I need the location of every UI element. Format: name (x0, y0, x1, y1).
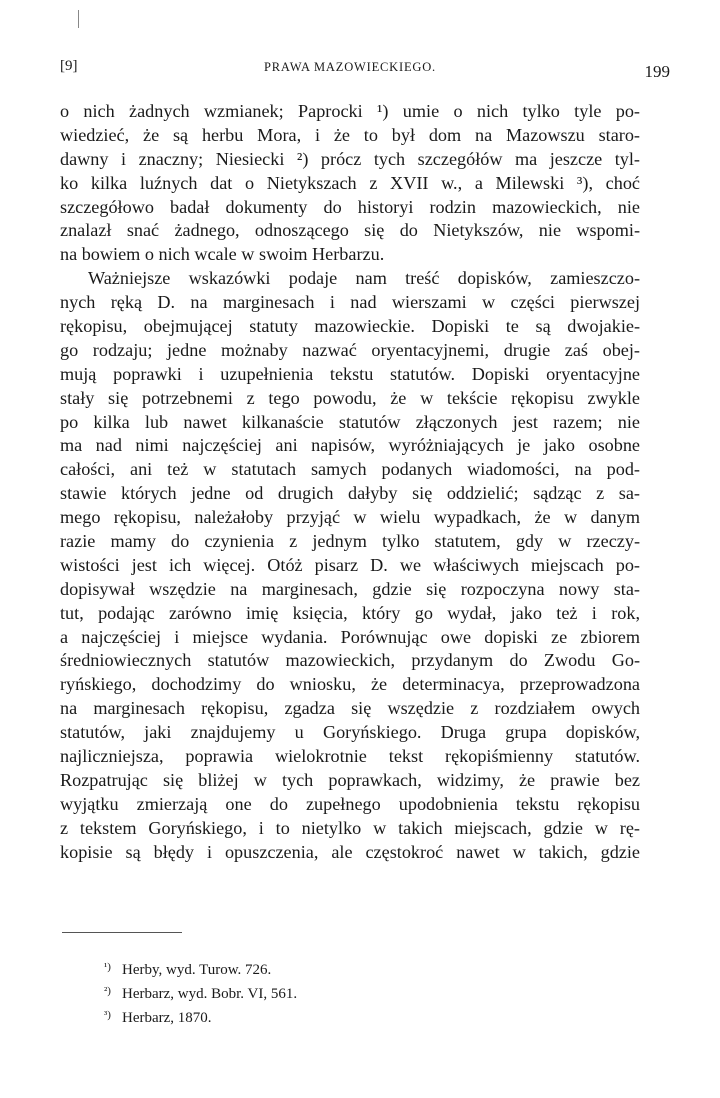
text-line: Ważniejsze wskazówki podaje nam treść dopisków, zamieszczo- (88, 268, 640, 289)
footnote-text: Herbarz, 1870. (122, 1010, 212, 1026)
text-line: na marginesach rękopisu, zgadza się wszędzie z rozdziałem owych (60, 698, 640, 719)
text-line: razie mamy do czynienia z jednym tylko statutem, gdy w rzeczy- (60, 531, 640, 552)
body-text (60, 100, 640, 865)
footnote (104, 1005, 297, 1029)
text-line: Rozpatrując się bliżej w tych poprawkach, widzimy, że prawie bez (60, 769, 640, 790)
text-line: wiedzieć, że są herbu Mora, i że to był dom na Mazowszu staro- (60, 124, 640, 145)
text-line: wistości jest ich więcej. Otóż pisarz D. we właściwych miejscach po- (60, 554, 640, 575)
text-line: dopisywał wszędzie na marginesach, gdzie się rozpoczyna nowy sta- (60, 578, 640, 599)
text-line: kopisie są błędy i opuszczenia, ale częstokroć nawet w takich, gdzie (60, 841, 640, 862)
text-line: całości, ani też w statutach samych podanych wiadomości, na pod- (60, 459, 640, 480)
text-line: najliczniejsza, poprawia wielokrotnie tekst rękopiśmienny statutów. (60, 746, 640, 767)
text-line: szczegółowo badał dokumenty do historyi rodzin mazowieckich, nie (60, 196, 640, 217)
text-line: średniowiecznych statutów mazowieckich, przydanym do Zwodu Go- (60, 650, 640, 671)
text-line: nych ręką D. na marginesach i nad wierszami w części pierwszej (60, 292, 640, 313)
text-line: tut, podając zarówno imię księcia, który go wydał, jako też i rok, (60, 602, 640, 623)
text-line: ko kilka luźnych dat o Nietykszach z XVII w., a Milewski ³), choć (60, 172, 640, 193)
text-line: statutów, jaki znajdujemy u Goryńskiego. Druga grupa dopisków, (60, 722, 640, 743)
footnote-text: Herby, wyd. Turow. 726. (122, 962, 272, 978)
text-line: stały się potrzebnemi z tego powodu, że w tekście rękopisu zwykle (60, 387, 640, 408)
footnote (104, 957, 297, 981)
section-number: [9] (60, 58, 78, 74)
footnote-mark: ¹) (104, 961, 111, 973)
running-title: PRAWA MAZOWIECKIEGO. (264, 60, 436, 74)
footnote-mark: ³) (104, 1009, 111, 1021)
text-line: ryńskiego, dochodzimy do wniosku, że determinacya, przeprowadzona (60, 674, 640, 695)
text-line: na bowiem o nich wcale w swoim Herbarzu. (60, 244, 385, 265)
text-line: dawny i znaczny; Niesiecki ²) prócz tych szczegółów ma jeszcze tyl- (60, 148, 640, 169)
text-line: mego rękopisu, należałoby przyjąć w wielu wypadkach, że w danym (60, 507, 640, 528)
text-line: wyjątku zmierzają one do zupełnego upodobnienia tekstu rękopisu (60, 793, 640, 814)
footnote (104, 981, 297, 1005)
text-line: rękopisu, obejmującej statuty mazowieckie. Dopiski te są dwojakie- (60, 316, 640, 337)
text-line: z tekstem Goryńskiego, i to nietylko w takich miejscach, gdzie w rę- (60, 817, 640, 838)
text-line: mują poprawki i uzupełnienia tekstu statutów. Dopiski oryentacyjne (60, 363, 640, 384)
text-line: po kilka lub nawet kilkanaście statutów złączonych jest razem; nie (60, 411, 640, 432)
page-number: 199 (644, 62, 670, 81)
scan-speck (78, 10, 79, 28)
running-header (60, 58, 670, 82)
footnote-text: Herbarz, wyd. Bobr. VI, 561. (122, 986, 298, 1002)
footnotes (104, 957, 297, 1029)
text-line: go rodzaju; jedne możnaby nazwać oryentacyjnemi, drugie zaś obej- (60, 339, 640, 360)
footnote-separator (62, 932, 182, 933)
text-line: stawie których jedne od drugich dałyby się oddzielić; sądząc z sa- (60, 483, 640, 504)
text-line: o nich żadnych wzmianek; Paprocki ¹) umie o nich tylko tyle po- (60, 101, 640, 121)
footnote-mark: ²) (104, 985, 111, 997)
text-line: a najczęściej i miejsce wydania. Porównując owe dopiski ze zbiorem (60, 626, 640, 647)
text-line: ma nad nimi najczęściej ani napisów, wyróżniających je jako osobne (60, 435, 640, 456)
text-line: znalazł snać żadnego, odnoszącego się do Nietykszów, nie wspomi- (60, 220, 640, 241)
